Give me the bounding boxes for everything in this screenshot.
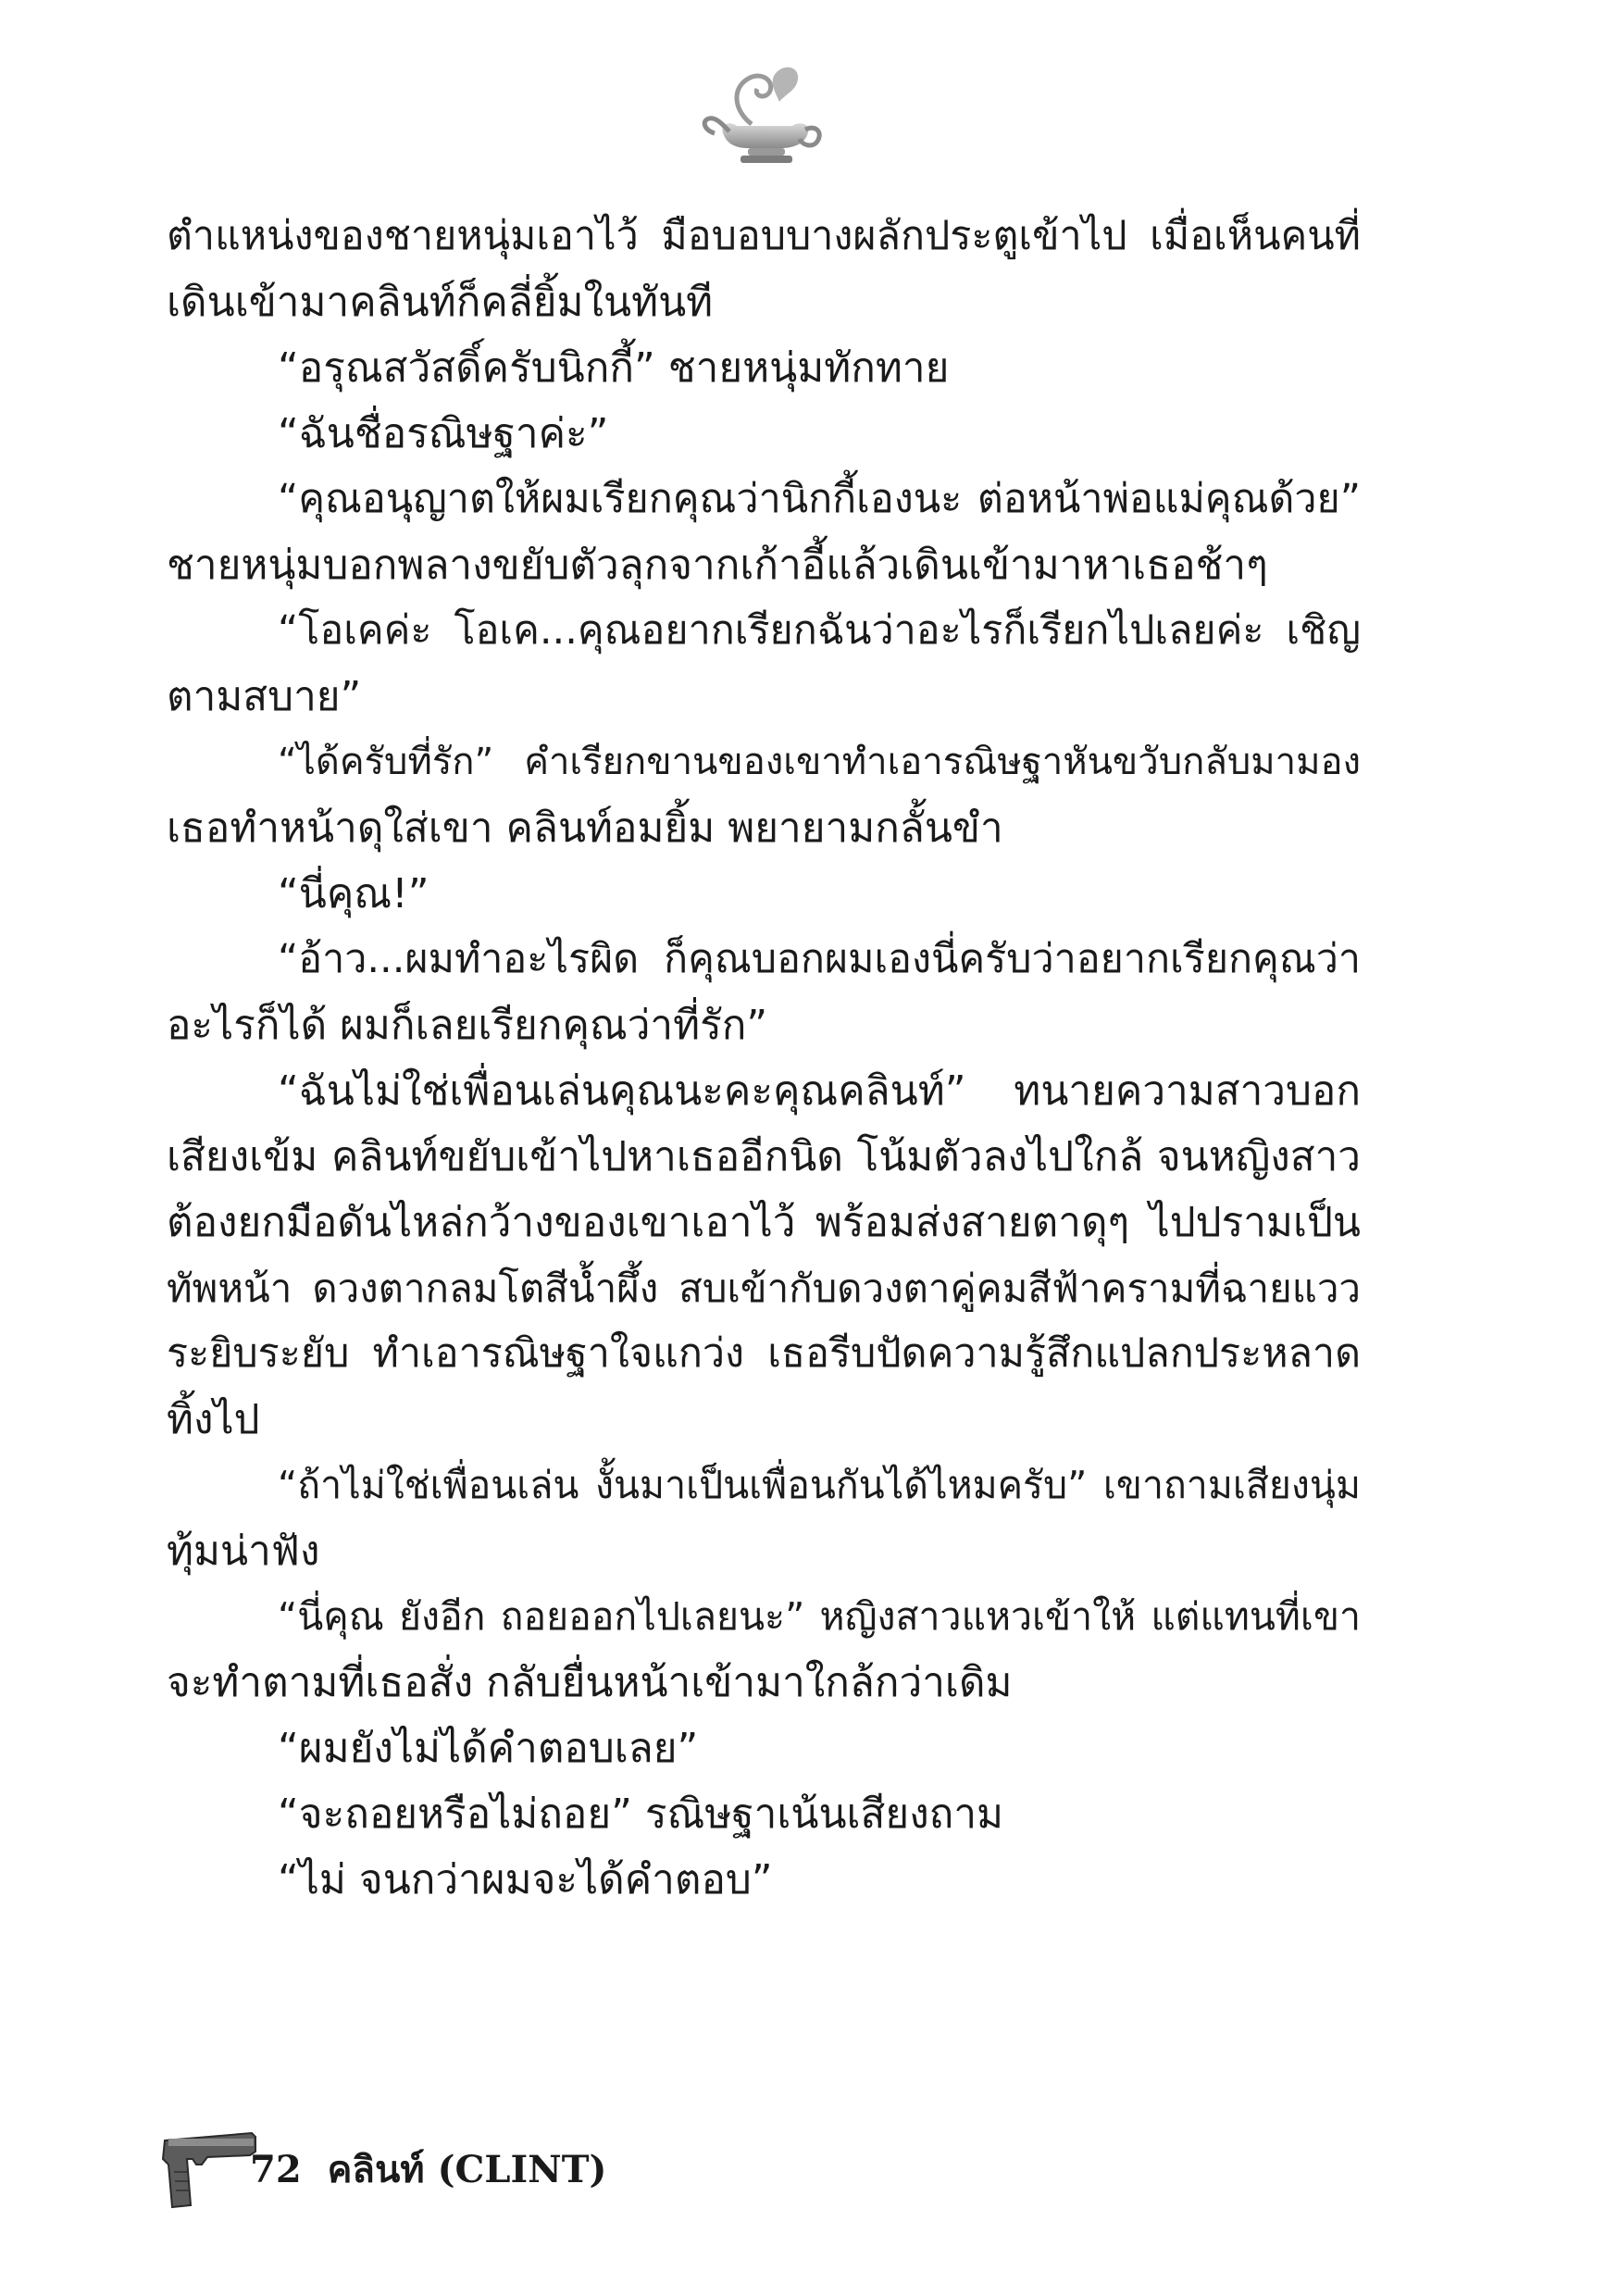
genie-lamp-icon bbox=[696, 59, 826, 168]
book-title: คลินท์ (CLINT) bbox=[327, 2148, 607, 2191]
text-line: ทิ้งไป bbox=[167, 1396, 260, 1443]
text-line: ชายหนุ่มบอกพลางขยับตัวลุกจากเก้าอี้แล้วเดินเข้ามาหาเธอช้าๆ bbox=[167, 542, 1268, 589]
text-line: “อรุณสวัสดิ์ครับนิกกี้” ชายหนุ่มทักทาย bbox=[278, 344, 950, 392]
text-line: ระยิบระยับ ทำเอารณิษฐาใจแกว่ง เธอรีบปัดความรู้สึกแปลกประหลาด bbox=[167, 1330, 1361, 1377]
text-line: “จะถอยหรือไม่ถอย” รณิษฐาเน้นเสียงถาม bbox=[278, 1791, 1004, 1838]
text-line: ต้องยกมือดันไหล่กว้างของเขาเอาไว้ พร้อมส่งสายตาดุๆ ไปปรามเป็น bbox=[167, 1199, 1361, 1246]
text-line: ตามสบาย” bbox=[167, 673, 362, 720]
page-footer bbox=[159, 2128, 900, 2211]
text-line: “อ้าว...ผมทำอะไรผิด ก็คุณบอกผมเองนี่ครับว่าอยากเรียกคุณว่า bbox=[278, 936, 1361, 982]
body-text bbox=[167, 204, 1361, 1913]
text-line: เสียงเข้ม คลินท์ขยับเข้าไปหาเธออีกนิด โน้มตัวลงไปใกล้ จนหญิงสาว bbox=[167, 1133, 1361, 1180]
page-number: 72 bbox=[250, 2148, 302, 2191]
text-line: “ผมยังไม่ได้คำตอบเลย” bbox=[278, 1725, 699, 1772]
text-line: “ฉันไม่ใช่เพื่อนเล่นคุณนะคะคุณคลินท์” ทนายความสาวบอก bbox=[278, 1067, 1361, 1115]
text-line: “นี่คุณ!” bbox=[278, 870, 429, 917]
text-line: ทุ้มน่าฟัง bbox=[167, 1528, 320, 1575]
text-line: “คุณอนุญาตให้ผมเรียกคุณว่านิกกี้เองนะ ต่อหน้าพ่อแม่คุณด้วย” bbox=[278, 476, 1361, 522]
folio bbox=[250, 2142, 606, 2198]
text-line: “โอเคค่ะ โอเค...คุณอยากเรียกฉันว่าอะไรก็เรียกไปเลยค่ะ เชิญ bbox=[278, 607, 1361, 654]
pistol-icon bbox=[159, 2128, 261, 2211]
text-line: เธอทำหน้าดุใส่เขา คลินท์อมยิ้ม พยายามกลั้นขำ bbox=[167, 805, 1003, 852]
text-line: จะทำตามที่เธอสั่ง กลับยื่นหน้าเข้ามาใกล้กว่าเดิม bbox=[167, 1659, 1013, 1706]
text-line: “นี่คุณ ยังอีก ถอยออกไปเลยนะ” หญิงสาวแหวเข้าให้ แต่แทนที่เขา bbox=[278, 1594, 1361, 1639]
text-line: “ฉันชื่อรณิษฐาค่ะ” bbox=[278, 410, 609, 457]
text-line: “ถ้าไม่ใช่เพื่อนเล่น งั้นมาเป็นเพื่อนกันได้ไหมครับ” เขาถามเสียงนุ่ม bbox=[278, 1463, 1361, 1507]
text-line: “ไม่ จนกว่าผมจะได้คำตอบ” bbox=[278, 1856, 773, 1903]
text-line: ตำแหน่งของชายหนุ่มเอาไว้ มือบอบบางผลักประตูเข้าไป เมื่อเห็นคนที่ bbox=[167, 213, 1361, 259]
text-line: ทัพหน้า ดวงตากลมโตสีน้ำผึ้ง สบเข้ากับดวงตาคู่คมสีฟ้าครามที่ฉายแวว bbox=[167, 1266, 1361, 1311]
text-line: เดินเข้ามาคลินท์ก็คลี่ยิ้มในทันที bbox=[167, 279, 714, 326]
text-line: อะไรก็ได้ ผมก็เลยเรียกคุณว่าที่รัก” bbox=[167, 1002, 768, 1049]
text-line: “ได้ครับที่รัก” คำเรียกขานของเขาทำเอารณิษฐาหันขวับกลับมามอง bbox=[278, 741, 1361, 783]
